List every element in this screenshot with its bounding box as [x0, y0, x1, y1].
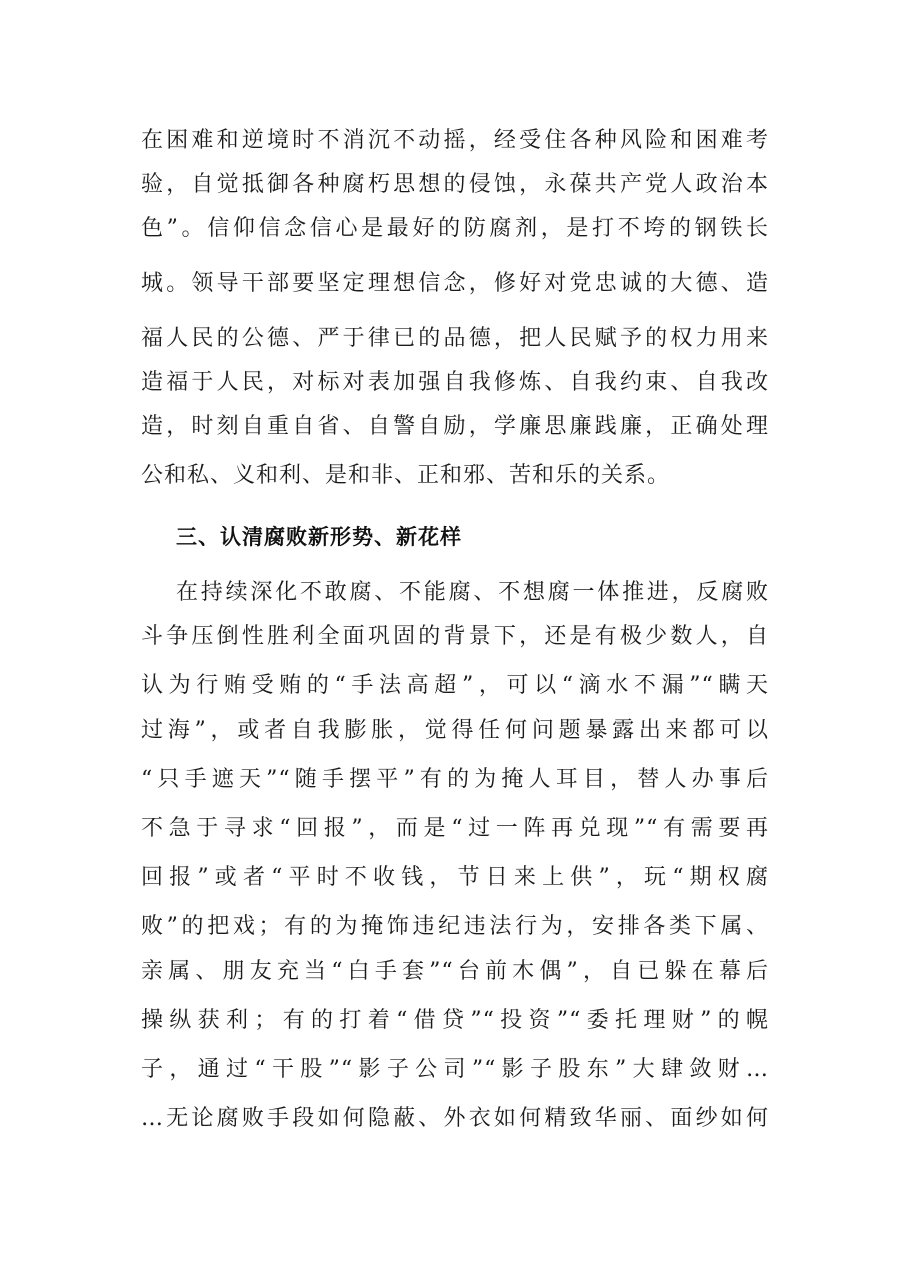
paragraph-line: 城。领导干部要坚定理想信念，修好对党忠诚的大德、造 [141, 271, 769, 296]
paragraph-line: 亲属、朋友充当“白手套”“台前木偶”，自已躲在幕后 [141, 959, 769, 984]
paragraph-line: 操纵获利；有的打着“借贷”“投资”“委托理财”的幌 [141, 1008, 769, 1033]
section-heading: 三、认清腐败新形势、新花样 [176, 525, 462, 549]
paragraph-line: 不急于寻求“回报”，而是“过一阵再兑现”“有需要再 [141, 816, 769, 841]
paragraph-line: 造，时刻自重自省、自警自励，学廉思廉践廉，正确处理 [141, 414, 769, 439]
paragraph-line: 在持续深化不敢腐、不能腐、不想腐一体推进，反腐败 [176, 580, 769, 605]
paragraph-line: 子，通过“干股”“影子公司”“影子股东”大肆敛财… [141, 1057, 769, 1082]
paragraph-line: 回报”或者“平时不收钱，节日来上供”，玩“期权腐 [141, 865, 769, 890]
paragraph-line: 福人民的公德、严于律已的品德，把人民赋予的权力用来 [141, 326, 769, 351]
paragraph-line: 公和私、义和利、是和非、正和邪、苦和乐的关系。 [141, 463, 671, 488]
paragraph-line: 败”的把戏；有的为掩饰违纪违法行为，安排各类下属、 [141, 914, 769, 939]
paragraph-line: 过海”，或者自我膨胀，觉得任何问题暴露出来都可以 [141, 718, 769, 743]
paragraph-line: 验，自觉抵御各种腐朽思想的侵蚀，永葆共产党人政治本 [141, 172, 769, 197]
paragraph-line: 认为行贿受贿的“手法高超”，可以“滴水不漏”“瞒天 [141, 673, 769, 698]
paragraph-line: 斗争压倒性胜利全面巩固的背景下，还是有极少数人，自 [141, 624, 769, 649]
paragraph-line: …无论腐败手段如何隐蔽、外衣如何精致华丽、面纱如何 [141, 1106, 769, 1131]
paragraph-line: 色”。信仰信念信心是最好的防腐剂，是打不垮的钢铁长 [141, 216, 769, 241]
paragraph-line: 造福于人民，对标对表加强自我修炼、自我约束、自我改 [141, 370, 769, 395]
paragraph-line: 在困难和逆境时不消沉不动摇，经受住各种风险和困难考 [141, 128, 769, 153]
paragraph-line: “只手遮天”“随手摆平”有的为掩人耳目，替人办事后 [141, 767, 769, 792]
